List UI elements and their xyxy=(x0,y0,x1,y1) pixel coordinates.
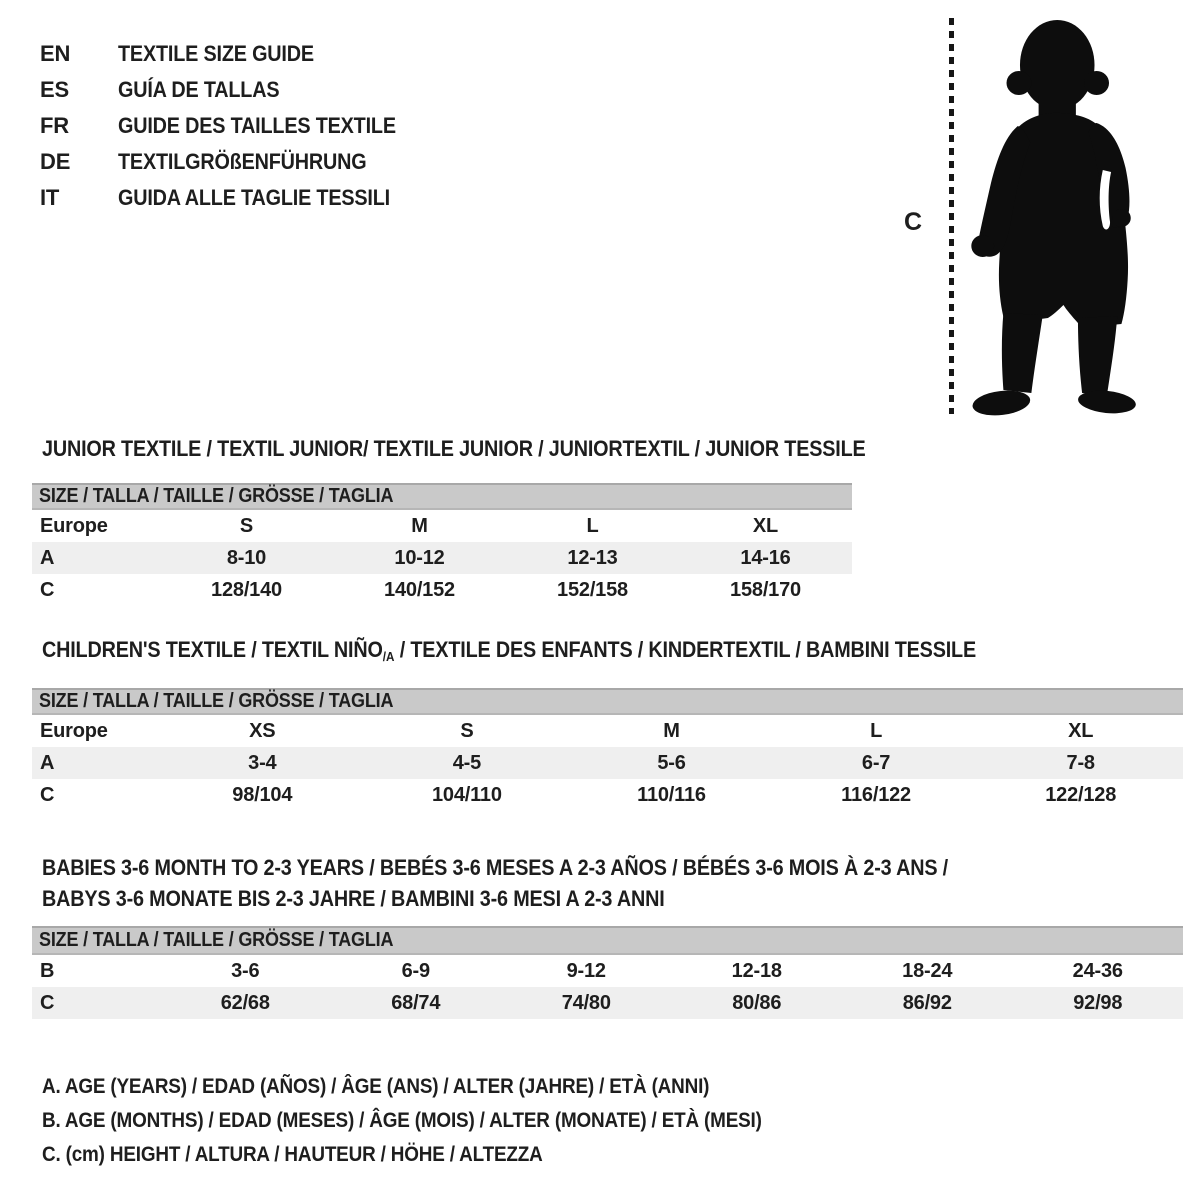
children-table-body xyxy=(32,715,1183,811)
value-cell: 152/158 xyxy=(557,578,628,601)
row-label-cell: B xyxy=(40,959,55,982)
value-cell: XL xyxy=(752,514,779,537)
value-cell: 9-12 xyxy=(566,959,606,982)
lang-row-es xyxy=(40,72,427,108)
babies-section-title xyxy=(42,852,948,914)
value-cell: 158/170 xyxy=(730,578,801,601)
value-cell: 98/104 xyxy=(232,783,293,806)
table-row xyxy=(32,747,1183,779)
lang-row-en xyxy=(40,36,427,72)
value-cell: 7-8 xyxy=(1066,751,1095,774)
table-row xyxy=(32,779,1183,811)
babies-title-line1: BABIES 3-6 MONTH TO 2-3 YEARS / BEBÉS 3-6 MESES A 2-3 AÑOS / BÉBÉS 3-6 MOIS À 2-3 ANS / xyxy=(42,855,948,880)
value-cell: 80/86 xyxy=(732,991,782,1014)
row-label-cell: C xyxy=(40,991,55,1014)
lang-title: GUIDA ALLE TAGLIE TESSILI xyxy=(118,185,390,210)
lang-code: IT xyxy=(40,185,60,210)
children-size-table xyxy=(32,688,1183,811)
value-cell: 86/92 xyxy=(902,991,952,1014)
lang-row-de xyxy=(40,144,427,180)
value-cell: 122/128 xyxy=(1045,783,1117,806)
size-header-text: SIZE / TALLA / TAILLE / GRÖSSE / TAGLIA xyxy=(39,485,394,507)
lang-title: TEXTILGRÖßENFÜHRUNG xyxy=(118,149,367,174)
children-title-main: CHILDREN'S TEXTILE / TEXTIL NIÑO xyxy=(42,637,383,662)
value-cell: XS xyxy=(249,719,276,742)
value-cell: 3-6 xyxy=(231,959,260,982)
value-cell: S xyxy=(239,514,254,537)
value-cell: 18-24 xyxy=(902,959,953,982)
value-cell: 10-12 xyxy=(394,546,445,569)
value-cell: M xyxy=(663,719,680,742)
junior-size-table xyxy=(32,483,852,606)
height-measure-dotted-line xyxy=(949,18,954,414)
value-cell: 8-10 xyxy=(226,546,267,569)
value-cell: 104/110 xyxy=(431,783,502,806)
size-header-text: SIZE / TALLA / TAILLE / GRÖSSE / TAGLIA xyxy=(39,690,394,712)
size-header-text: SIZE / TALLA / TAILLE / GRÖSSE / TAGLIA xyxy=(39,929,394,951)
value-cell: 4-5 xyxy=(452,751,482,774)
lang-code: ES xyxy=(40,77,69,102)
row-label-cell: Europe xyxy=(40,514,108,537)
junior-section-title xyxy=(42,436,957,462)
value-cell: 12-18 xyxy=(731,959,782,982)
value-cell: 5-6 xyxy=(657,751,686,774)
table-row xyxy=(32,715,1183,747)
value-cell: 140/152 xyxy=(384,578,455,601)
lang-title: GUÍA DE TALLAS xyxy=(118,77,280,102)
lang-code: EN xyxy=(40,41,71,66)
legend-note-b: B. AGE (MONTHS) / EDAD (MESES) / ÂGE (MOIS) / ALTER (MONATE) / ETÀ (MESI) xyxy=(42,1109,762,1132)
table-row xyxy=(32,574,852,606)
toddler-silhouette-icon xyxy=(962,18,1138,416)
value-cell: 116/122 xyxy=(841,783,911,806)
children-section-title-text xyxy=(42,637,976,664)
value-cell: 12-13 xyxy=(567,546,618,569)
value-cell: 62/68 xyxy=(220,991,270,1014)
height-measure-label: C xyxy=(904,208,922,236)
value-cell: XL xyxy=(1068,719,1094,742)
row-label-cell: A xyxy=(40,546,55,569)
value-cell: L xyxy=(586,514,599,537)
value-cell: L xyxy=(870,719,883,742)
junior-section-title-text: JUNIOR TEXTILE / TEXTIL JUNIOR/ TEXTILE JUNIOR / JUNIORTEXTIL / JUNIOR TESSILE xyxy=(42,436,866,461)
value-cell: 6-9 xyxy=(401,959,430,982)
value-cell: 3-4 xyxy=(248,751,277,774)
size-header-bar xyxy=(32,688,1183,715)
children-title-sub: /A xyxy=(382,649,395,664)
children-section-title xyxy=(42,637,1080,664)
size-header-bar xyxy=(32,926,1183,955)
value-cell: M xyxy=(411,514,428,537)
value-cell: 110/116 xyxy=(637,783,706,806)
babies-table-body xyxy=(32,955,1183,1019)
row-label-cell: A xyxy=(40,751,55,774)
lang-code: DE xyxy=(40,149,71,174)
table-row xyxy=(32,542,852,574)
row-label-cell: C xyxy=(40,783,55,806)
lang-row-fr xyxy=(40,108,427,144)
value-cell: S xyxy=(460,719,474,742)
junior-table-body xyxy=(32,510,852,606)
legend-note-c: C. (cm) HEIGHT / ALTURA / HAUTEUR / HÖHE / ALTEZZA xyxy=(42,1143,543,1166)
lang-title: GUIDE DES TAILLES TEXTILE xyxy=(118,113,396,138)
value-cell: 74/80 xyxy=(561,991,611,1014)
size-header-bar xyxy=(32,483,852,510)
babies-title-line2: BABYS 3-6 MONATE BIS 2-3 JAHRE / BAMBINI 3-6 MESI A 2-3 ANNI xyxy=(42,886,665,911)
value-cell: 128/140 xyxy=(211,578,282,601)
legend-note-a: A. AGE (YEARS) / EDAD (AÑOS) / ÂGE (ANS) / ALTER (JAHRE) / ETÀ (ANNI) xyxy=(42,1075,710,1098)
babies-size-table xyxy=(32,926,1183,1019)
lang-row-it xyxy=(40,180,427,216)
value-cell: 6-7 xyxy=(861,751,891,774)
lang-code: FR xyxy=(40,113,69,138)
row-label-cell: C xyxy=(40,578,55,601)
language-header xyxy=(40,36,427,216)
children-title-rest: / TEXTILE DES ENFANTS / KINDERTEXTIL / BAMBINI TESSILE xyxy=(394,637,977,662)
table-row xyxy=(32,955,1183,987)
value-cell: 24-36 xyxy=(1072,959,1123,982)
table-row xyxy=(32,987,1183,1019)
lang-title: TEXTILE SIZE GUIDE xyxy=(118,41,314,66)
value-cell: 14-16 xyxy=(740,546,791,569)
legend-notes xyxy=(42,1070,762,1172)
value-cell: 92/98 xyxy=(1073,991,1123,1014)
row-label-cell: Europe xyxy=(40,719,108,742)
value-cell: 68/74 xyxy=(391,991,441,1014)
table-row xyxy=(32,510,852,542)
